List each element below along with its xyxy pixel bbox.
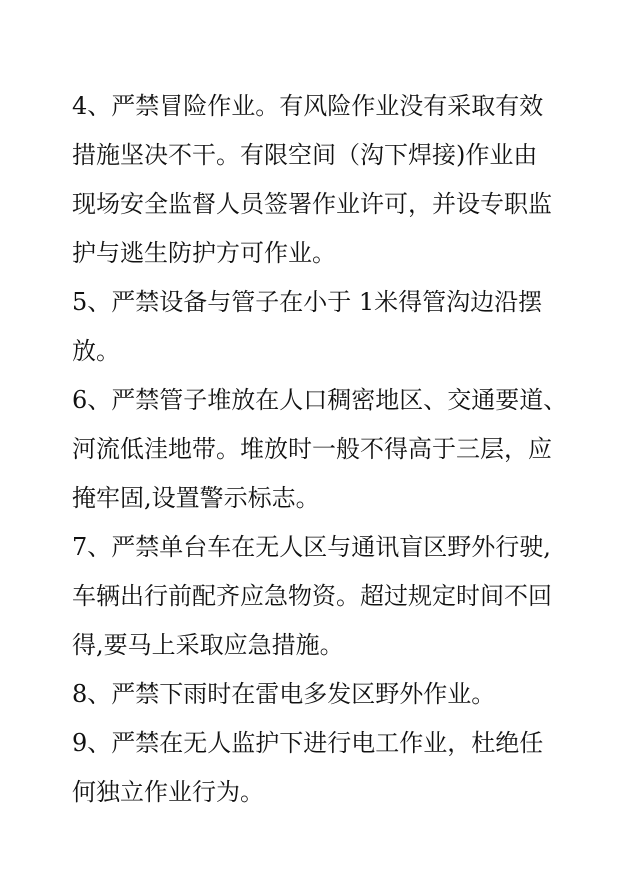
rule-5-line-1: 5、严禁设备与管子在小于 1米得管沟边沿摆	[72, 288, 543, 316]
rule-7-line-2: 车辆出行前配齐应急物资。超过规定时间不回	[72, 582, 552, 610]
document-body	[72, 82, 572, 817]
rule-4-line-3: 现场安全监督人员签署作业许可，并设专职监	[72, 190, 552, 218]
rule-4-line-2: 措施坚决不干。有限空间（沟下焊接)作业由	[72, 141, 538, 169]
rule-6-line-3: 掩牢固,设置警示标志。	[72, 484, 320, 512]
rule-6-line-1: 6、严禁管子堆放在人口稠密地区、交通要道、	[72, 386, 568, 414]
rule-5-line-2: 放。	[72, 337, 120, 365]
rule-9-line-2: 何独立作业行为。	[72, 778, 264, 806]
rule-4-line-4: 护与逃生防护方可作业。	[72, 239, 336, 267]
rule-7-line-1: 7、严禁单台车在无人区与通讯盲区野外行驶,	[72, 533, 551, 561]
rule-7-line-3: 得,要马上采取应急措施。	[72, 631, 344, 659]
rule-4-line-1: 4、严禁冒险作业。有风险作业没有采取有效	[72, 92, 544, 120]
rule-8-line-1: 8、严禁下雨时在雷电多发区野外作业。	[72, 680, 496, 708]
rule-9-line-1: 9、严禁在无人监护下进行电工作业，杜绝任	[72, 729, 544, 757]
rule-6-line-2: 河流低洼地带。堆放时一般不得高于三层，应	[72, 435, 552, 463]
